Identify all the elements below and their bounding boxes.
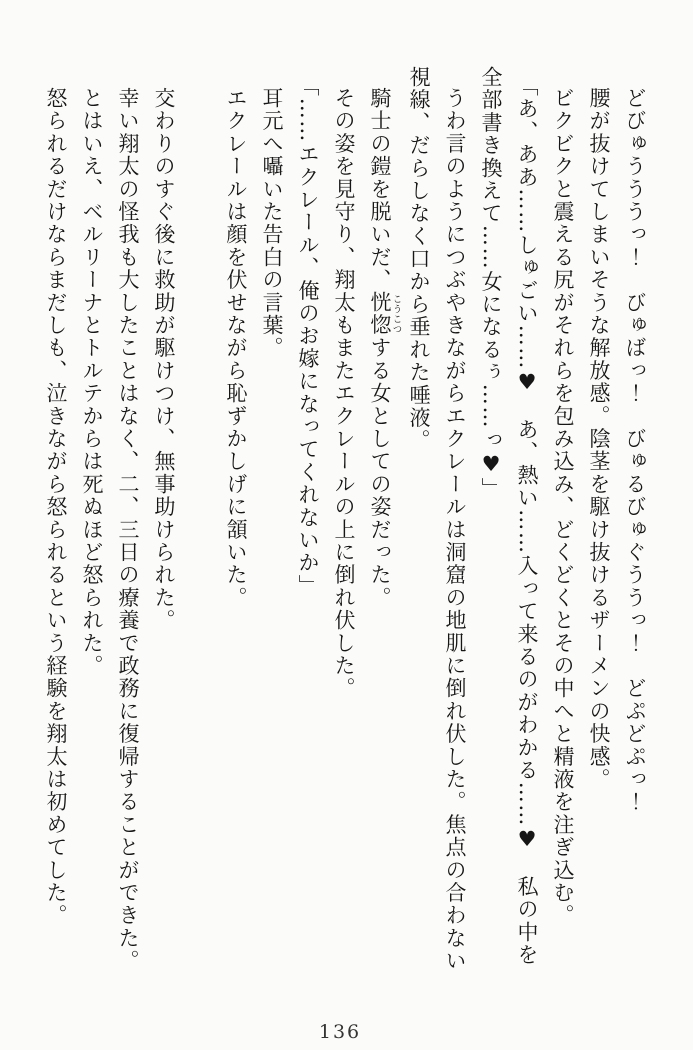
ruby-annotated-word: 恍惚こうこつ [368,291,402,337]
paragraph: とはいえ、ベルリーナとトルテからは死ぬほど怒られた。 [80,87,104,678]
paragraph: 怒られるだけならまだしも、泣きながら怒られるという経験を翔太は初めてした。 [44,87,68,927]
paragraph: 腰が抜けてしまいそうな解放感。陰茎を駆け抜けるザーメンの快感。 [587,87,611,791]
paragraph: 耳元へ囁いた告白の言葉。 [260,87,284,360]
paragraph: 幸い翔太の怪我も大したことはなく、二、三日の療養で政務に復帰することができた。 [116,87,140,973]
paragraph: うわ言のようにつぶやきながらエクレールは洞窟の地肌に倒れ伏した。焦点の合わない視線、だらしなく口から垂れた唾液。 [407,66,467,973]
paragraph: 交わりのすぐ後に救助が駆けつけ、無事助けられた。 [152,87,176,632]
vertical-text-area [38,66,653,988]
paragraph: 騎士の鎧を脱いだ、恍惚こうこつする女としての姿だった。 [368,87,402,610]
paragraph: エクレールは顔を伏せながら恥ずかしげに頷いた。 [224,87,248,610]
paragraph: その姿を見守り、翔太もまたエクレールの上に倒れ伏した。 [332,87,356,700]
page-number: 136 [318,1021,362,1043]
paragraph: 「……エクレール、俺のお嫁になってくれないか」 [296,75,320,598]
paragraph: 「あ、ああ……しゅごい……♥ あ、熱い……入って来るのがわかる……♥ 私の中を全部書き換えて……女になるぅ……っ♥」 [479,66,539,967]
paragraph: ビクビクと震える尻がそれらを包み込み、どくどくとその中へと精液を注ぎ込む。 [551,87,575,927]
paragraph: どびゅうううっ！ びゅばっ！ びゅるびゅぐううっ！ どぷどぷっ！ [623,87,647,814]
